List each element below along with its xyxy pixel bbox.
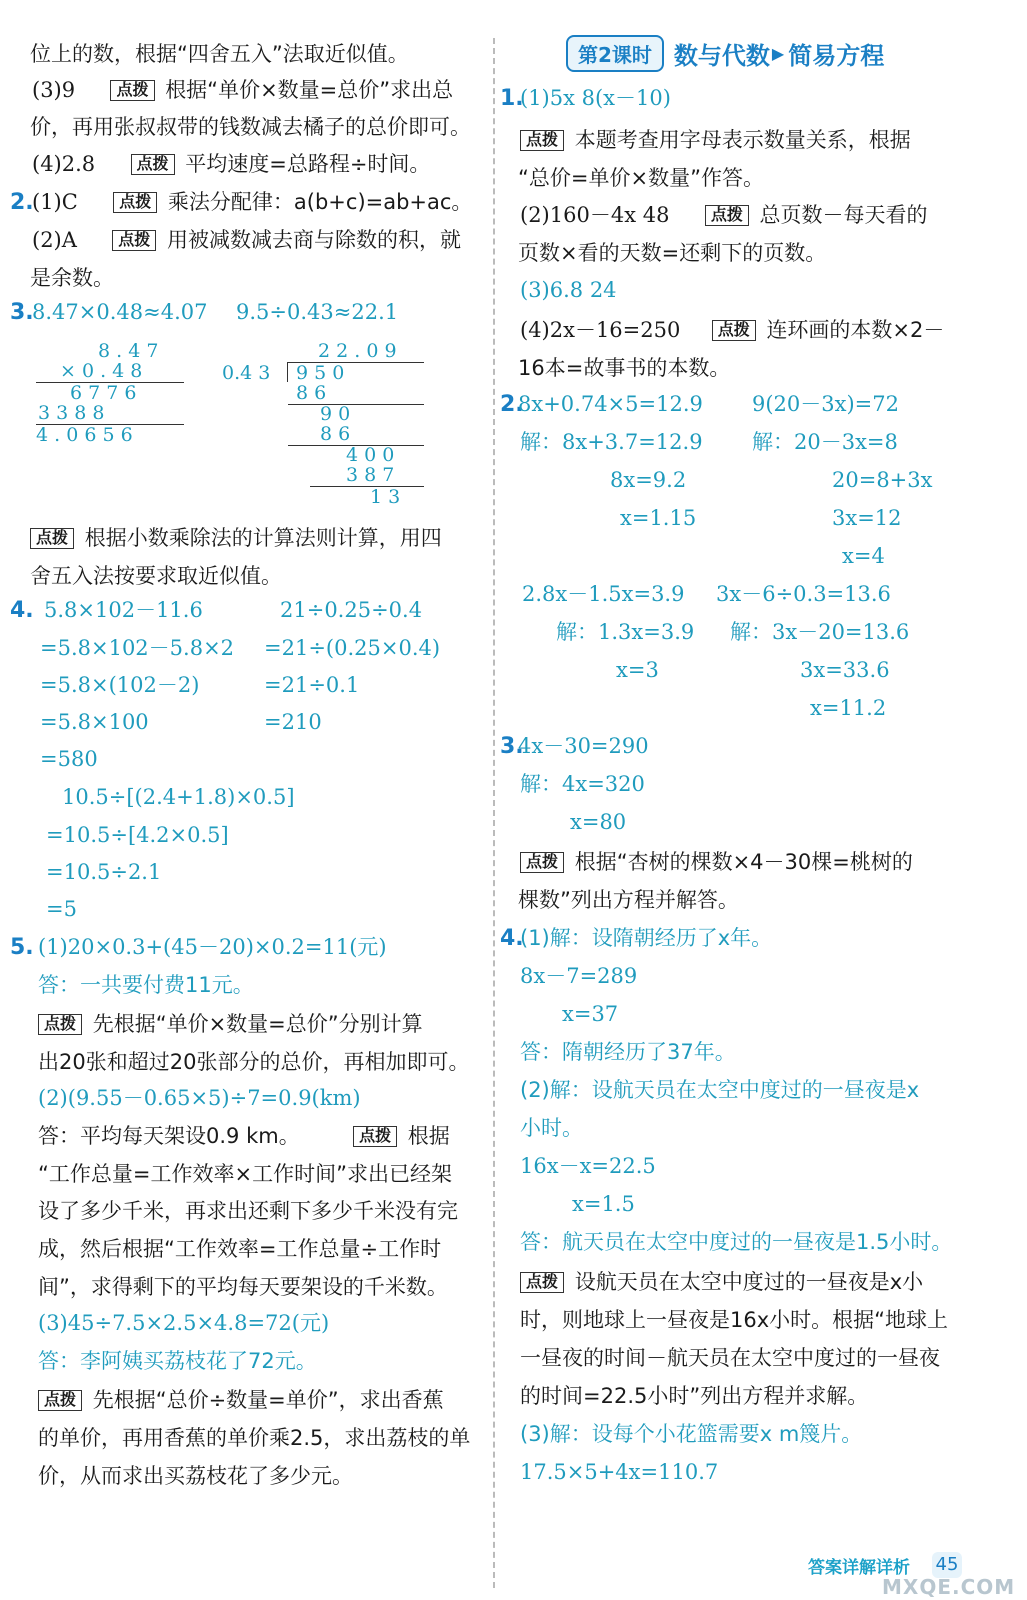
text-line [520,130,911,151]
hint-text: 乘法分配律：a(b+c)=ab+ac。 [167,190,473,214]
hint-text: 用被减数减去商与除数的积，就 [167,228,461,252]
text-line: 16本=故事书的本数。 [518,356,731,380]
text-line [520,205,928,226]
div-step: 4 0 0 [346,444,395,466]
answer: 解：1.3x=3.9 [556,620,695,644]
footer-label: 答案详解详析 [808,1558,910,1578]
text-line: 的时间=22.5小时”列出方程并求解。 [520,1384,869,1408]
watermark: MXQE.COM [882,1575,1016,1599]
answer: 解：3x－20=13.6 [730,620,910,644]
hint-tag: 点拨 [705,205,749,226]
text-line [32,80,453,101]
hint-text: 根据“杏树的棵数×4－30棵=桃树的 [574,850,913,874]
div-divisor: 0.4 3 [222,362,271,384]
hint-tag: 点拨 [30,528,74,549]
div-step: 8 6 [296,382,327,404]
answer: 20=8+3x [832,468,933,492]
question-number: 4. [500,926,524,951]
hint-tag: 点拨 [110,80,154,101]
text-line: 间”，求得剩下的平均每天要架设的千米数。 [38,1275,448,1299]
answer: =5.8×102－5.8×2 [40,636,235,660]
div-quotient: 2 2 . 0 9 [318,340,397,362]
div-step: 3 8 7 [346,464,395,486]
answer: 10.5÷[(2.4+1.8)×0.5] [62,785,295,809]
answer: 3x=12 [832,506,902,530]
answer: 答：隋朝经历了37年。 [520,1040,736,1064]
answer: 答：平均每天架设0.9 km。 [38,1124,300,1148]
mult-row: 6 7 7 6 [70,382,137,404]
text-line: 一昼夜的时间－航天员在太空中度过的一昼夜 [520,1346,940,1370]
text-line: 是余数。 [30,266,114,290]
text-line: 出20张和超过20张部分的总价，再相加即可。 [38,1050,470,1074]
answer: 8.47×0.48≈4.07 [32,300,208,324]
question-number: 2. [500,392,524,417]
text-line: 成，然后根据“工作效率=工作总量÷工作时 [38,1237,442,1261]
answer: =580 [40,747,98,771]
question-number: 2. [10,190,34,215]
answer: x=80 [570,810,627,834]
answer: (4)2x－16=250 [520,318,681,342]
text-line [38,1390,444,1411]
answer: (2)A [32,228,77,252]
answer: =21÷0.1 [264,673,360,697]
answer: 答：一共要付费11元。 [38,973,254,997]
answer: (3)6.8 24 [520,278,617,302]
text-line: 棵数”列出方程并解答。 [518,888,739,912]
hint-tag: 点拨 [38,1390,82,1411]
hint-tag: 点拨 [38,1014,82,1035]
hint-tag: 点拨 [112,230,156,251]
answer: 3x=33.6 [800,658,890,682]
topic-title: 简易方程 [788,41,885,70]
answer: 8x+0.74×5=12.9 [518,392,703,416]
answer: 解：4x=320 [520,772,645,796]
answer: =5.8×100 [40,710,149,734]
question-number: 1. [500,86,524,111]
text-line [32,154,430,175]
text-line [38,1014,423,1035]
answer: =21÷(0.25×0.4) [264,636,441,660]
text-line [30,528,442,549]
answer: 9.5÷0.43≈22.1 [236,300,399,324]
text-line: 页数×看的天数=还剩下的页数。 [518,241,827,265]
hint-tag: 点拨 [131,154,175,175]
answer: 16x－x=22.5 [520,1154,656,1178]
rule-line [310,486,424,487]
column-divider [493,38,495,1588]
answer: x=4 [842,544,885,568]
answer: (1)解：设隋朝经历了x年。 [520,926,773,950]
hint-text: 根据“单价×数量=总价”求出总 [165,78,454,102]
answer: x=1.15 [620,506,697,530]
answer: (2)160－4x 48 [520,203,670,227]
text-line [32,192,472,213]
mult-row: 8 . 4 7 [98,340,159,362]
answer: x=1.5 [572,1192,635,1216]
answer: (3)解：设每个小花篮需要x m篾片。 [520,1422,863,1446]
answer: (1)5x 8(x－10) [520,86,671,110]
hint-tag: 点拨 [113,192,157,213]
hint-text: 根据小数乘除法的计算法则计算，用四 [84,526,442,550]
answer: 4x－30=290 [518,734,649,758]
hint-tag: 点拨 [353,1126,397,1147]
answer: x=3 [616,658,659,682]
text-line: 位上的数，根据“四舍五入”法取近似值。 [30,42,409,66]
play-arrow-icon: ▶ [771,43,785,63]
mult-row: 3 3 8 8 [38,402,105,424]
answer: 答：航天员在太空中度过的一昼夜是1.5小时。 [520,1230,953,1254]
lesson-label: 第2课时 [566,35,664,72]
section-title: 数与代数 [673,41,770,70]
answer: 答：李阿姨买荔枝花了72元。 [38,1349,317,1373]
answer: (4)2.8 [32,152,96,176]
answer: 17.5×5+4x=110.7 [520,1460,719,1484]
answer: 9(20－3x)=72 [752,392,899,416]
answer: =210 [264,710,322,734]
lesson-header [566,36,884,70]
hint-text: 平均速度=总路程÷时间。 [185,152,431,176]
hint-text: 先根据“总价÷数量=单价”，求出香蕉 [92,1388,444,1412]
hint-tag: 点拨 [520,130,564,151]
text-line: 价，再用张叔叔带的钱数减去橘子的总价即可。 [30,115,471,139]
answer: 8x=9.2 [610,468,687,492]
answer: (1)20×0.3+(45－20)×0.2=11(元) [38,935,387,959]
text-line: “总价=单价×数量”作答。 [518,166,764,190]
hint-tag: 点拨 [520,1272,564,1293]
hint-text: 设航天员在太空中度过的一昼夜是x小 [574,1270,924,1294]
answer: =5 [46,897,77,921]
div-step: 1 3 [370,486,401,508]
answer: 解：8x+3.7=12.9 [520,430,703,454]
mult-row: × 0 . 4 8 [60,360,143,382]
text-line: 的单价，再用香蕉的单价乘2.5，求出荔枝的单 [38,1426,471,1450]
question-number: 3. [10,300,34,325]
text-line [38,1126,450,1147]
text-line: 价，从而求出买荔枝花了多少元。 [38,1464,353,1488]
answer: 小时。 [520,1116,583,1140]
answer: x=11.2 [810,696,887,720]
text-line [520,852,913,873]
mult-row: 4 . 0 6 5 6 [36,424,133,446]
answer: 3x－6÷0.3=13.6 [716,582,891,606]
answer: (2)(9.55－0.65×5)÷7=0.9(km) [38,1086,361,1110]
answer: =10.5÷[4.2×0.5] [46,823,229,847]
hint-tag: 点拨 [712,320,756,341]
rule-line [288,404,424,405]
answer: 解：20－3x=8 [752,430,898,454]
answer: 5.8×102－11.6 [44,598,203,622]
question-number: 4. [10,598,34,623]
text-line [32,230,461,251]
text-line: 设了多少千米，再求出还剩下多少千米没有完 [38,1199,458,1223]
text-line [520,320,944,341]
answer: (2)解：设航天员在太空中度过的一昼夜是x [520,1078,920,1102]
div-dividend: 9 5 0 [296,362,345,384]
answer: (1)C [32,190,78,214]
hint-tag: 点拨 [520,852,564,873]
answer: 8x－7=289 [520,964,638,988]
answer: (3)45÷7.5×2.5×4.8=72(元) [38,1311,330,1335]
question-number: 3. [500,734,524,759]
answer: =10.5÷2.1 [46,860,162,884]
answer: 2.8x－1.5x=3.9 [522,582,685,606]
hint-text: 连环画的本数×2－ [766,318,945,342]
hint-text: 根据 [407,1124,450,1148]
question-number: 5. [10,935,34,960]
div-step: 8 6 [320,423,351,445]
answer: 21÷0.25÷0.4 [280,598,423,622]
hint-text: 总页数－每天看的 [759,203,928,227]
hint-text: 本题考查用字母表示数量关系，根据 [574,128,911,152]
text-line: “工作总量=工作效率×工作时间”求出已经架 [38,1162,452,1186]
text-line [520,1272,923,1293]
answer: =5.8×(102－2) [40,673,200,697]
division-bracket [287,362,288,382]
answer: x=37 [562,1002,619,1026]
page-number: 45 [932,1552,962,1578]
div-step: 9 0 [320,403,351,425]
text-line: 舍五入法按要求取近似值。 [30,564,282,588]
text-line: 时，则地球上一昼夜是16x小时。根据“地球上 [520,1308,949,1332]
answer: (3)9 [32,78,76,102]
hint-text: 先根据“单价×数量=总价”分别计算 [92,1012,423,1036]
